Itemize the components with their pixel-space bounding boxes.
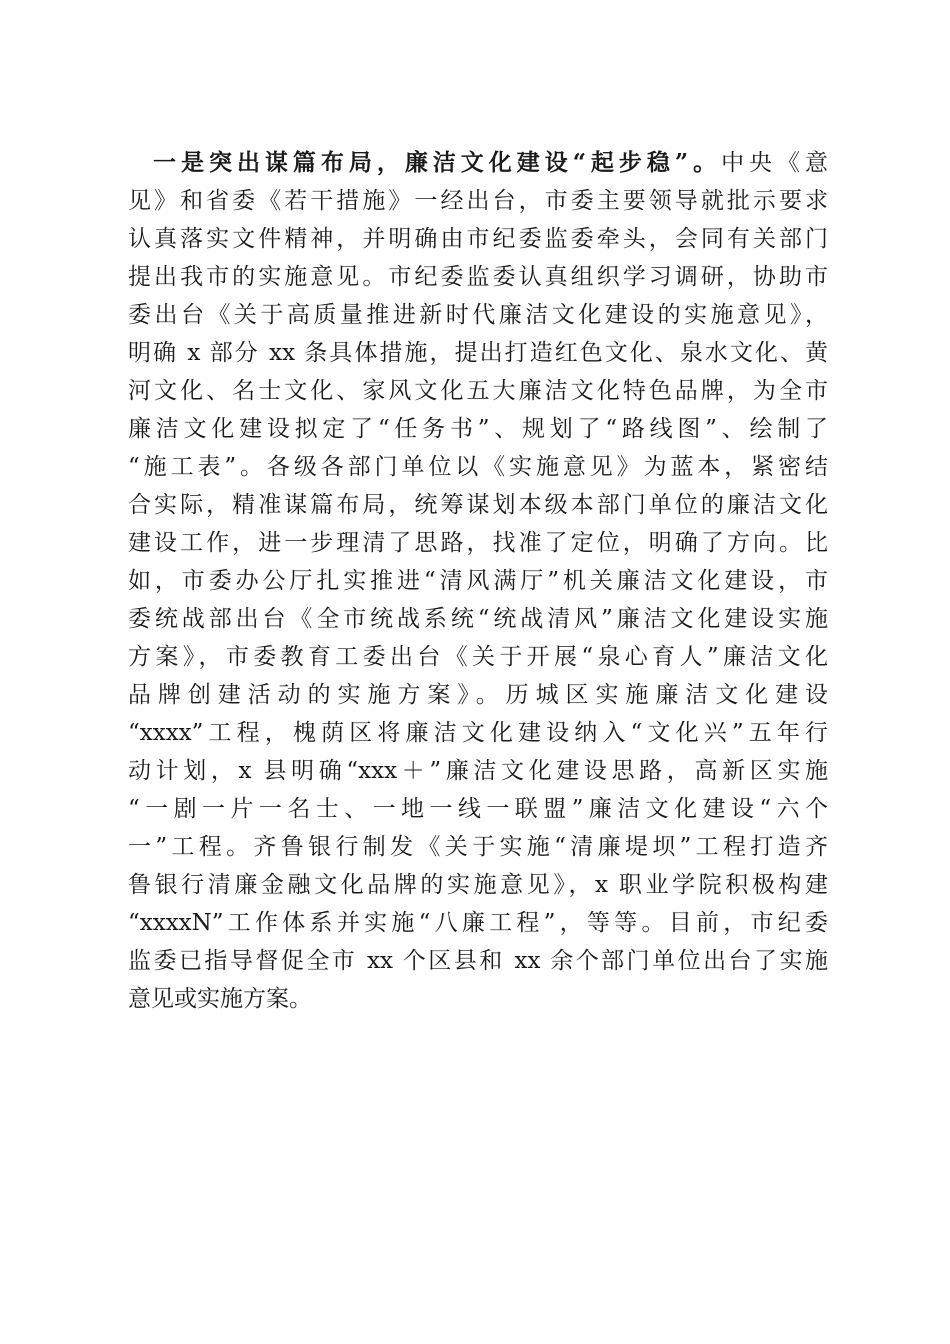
paragraph-line-11: 建设工作，进一步理清了思路，找准了定位，明确了方向。比 bbox=[128, 530, 828, 556]
paragraph-line-21: “xxxxN”工作体系并实施“八廉工程”，等等。目前，市纪委 bbox=[128, 910, 828, 936]
paragraph-line-12: 如，市委办公厅扎实推进“清风满厅”机关廉洁文化建设，市 bbox=[128, 568, 828, 594]
paragraph-lead-sentence: 一是突出谋篇布局，廉洁文化建设“起步稳”。 bbox=[153, 149, 722, 176]
paragraph-line-6: 明确 x 部分 xx 条具体措施，提出打造红色文化、泉水文化、黄 bbox=[128, 340, 828, 366]
paragraph-line-20: 鲁银行清廉金融文化品牌的实施意见》，x 职业学院积极构建 bbox=[128, 872, 828, 898]
paragraph-line-13: 委统战部出台《全市统战系统“统战清风”廉洁文化建设实施 bbox=[128, 606, 828, 632]
paragraph-line-16: “xxxx”工程，槐荫区将廉洁文化建设纳入“文化兴”五年行 bbox=[128, 720, 828, 746]
paragraph-line-4: 提出我市的实施意见。市纪委监委认真组织学习调研，协助市 bbox=[128, 264, 828, 290]
paragraph-line-19: 一”工程。齐鲁银行制发《关于实施“清廉堤坝”工程打造齐 bbox=[128, 834, 828, 860]
paragraph-line-18: “一剧一片一名士、一地一线一联盟”廉洁文化建设“六个 bbox=[128, 796, 828, 822]
paragraph-line-1 bbox=[128, 144, 828, 182]
paragraph-line-1-rest: 中央《意 bbox=[721, 150, 828, 176]
paragraph-line-17: 动计划，x 县明确“xxx＋”廉洁文化建设思路，高新区实施 bbox=[128, 758, 828, 784]
body-paragraph bbox=[128, 144, 828, 1018]
paragraph-line-9: “施工表”。各级各部门单位以《实施意见》为蓝本，紧密结 bbox=[128, 454, 828, 480]
paragraph-line-7: 河文化、名士文化、家风文化五大廉洁文化特色品牌，为全市 bbox=[128, 378, 828, 404]
paragraph-line-2: 见》和省委《若干措施》一经出台，市委主要领导就批示要求 bbox=[128, 188, 828, 214]
paragraph-line-5: 委出台《关于高质量推进新时代廉洁文化建设的实施意见》， bbox=[128, 302, 828, 328]
paragraph-line-8: 廉洁文化建设拟定了“任务书”、规划了“路线图”、绘制了 bbox=[128, 416, 828, 442]
paragraph-line-22: 监委已指导督促全市 xx 个区县和 xx 余个部门单位出台了实施 bbox=[128, 948, 828, 974]
paragraph-line-14: 方案》，市委教育工委出台《关于开展“泉心育人”廉洁文化 bbox=[128, 644, 828, 670]
paragraph-line-10: 合实际，精准谋篇布局，统筹谋划本级本部门单位的廉洁文化 bbox=[128, 492, 828, 518]
paragraph-line-3: 认真落实文件精神，并明确由市纪委监委牵头，会同有关部门 bbox=[128, 226, 828, 252]
paragraph-line-23: 意见或实施方案。 bbox=[128, 986, 312, 1012]
paragraph-line-15: 品牌创建活动的实施方案》。历城区实施廉洁文化建设 bbox=[128, 682, 828, 708]
